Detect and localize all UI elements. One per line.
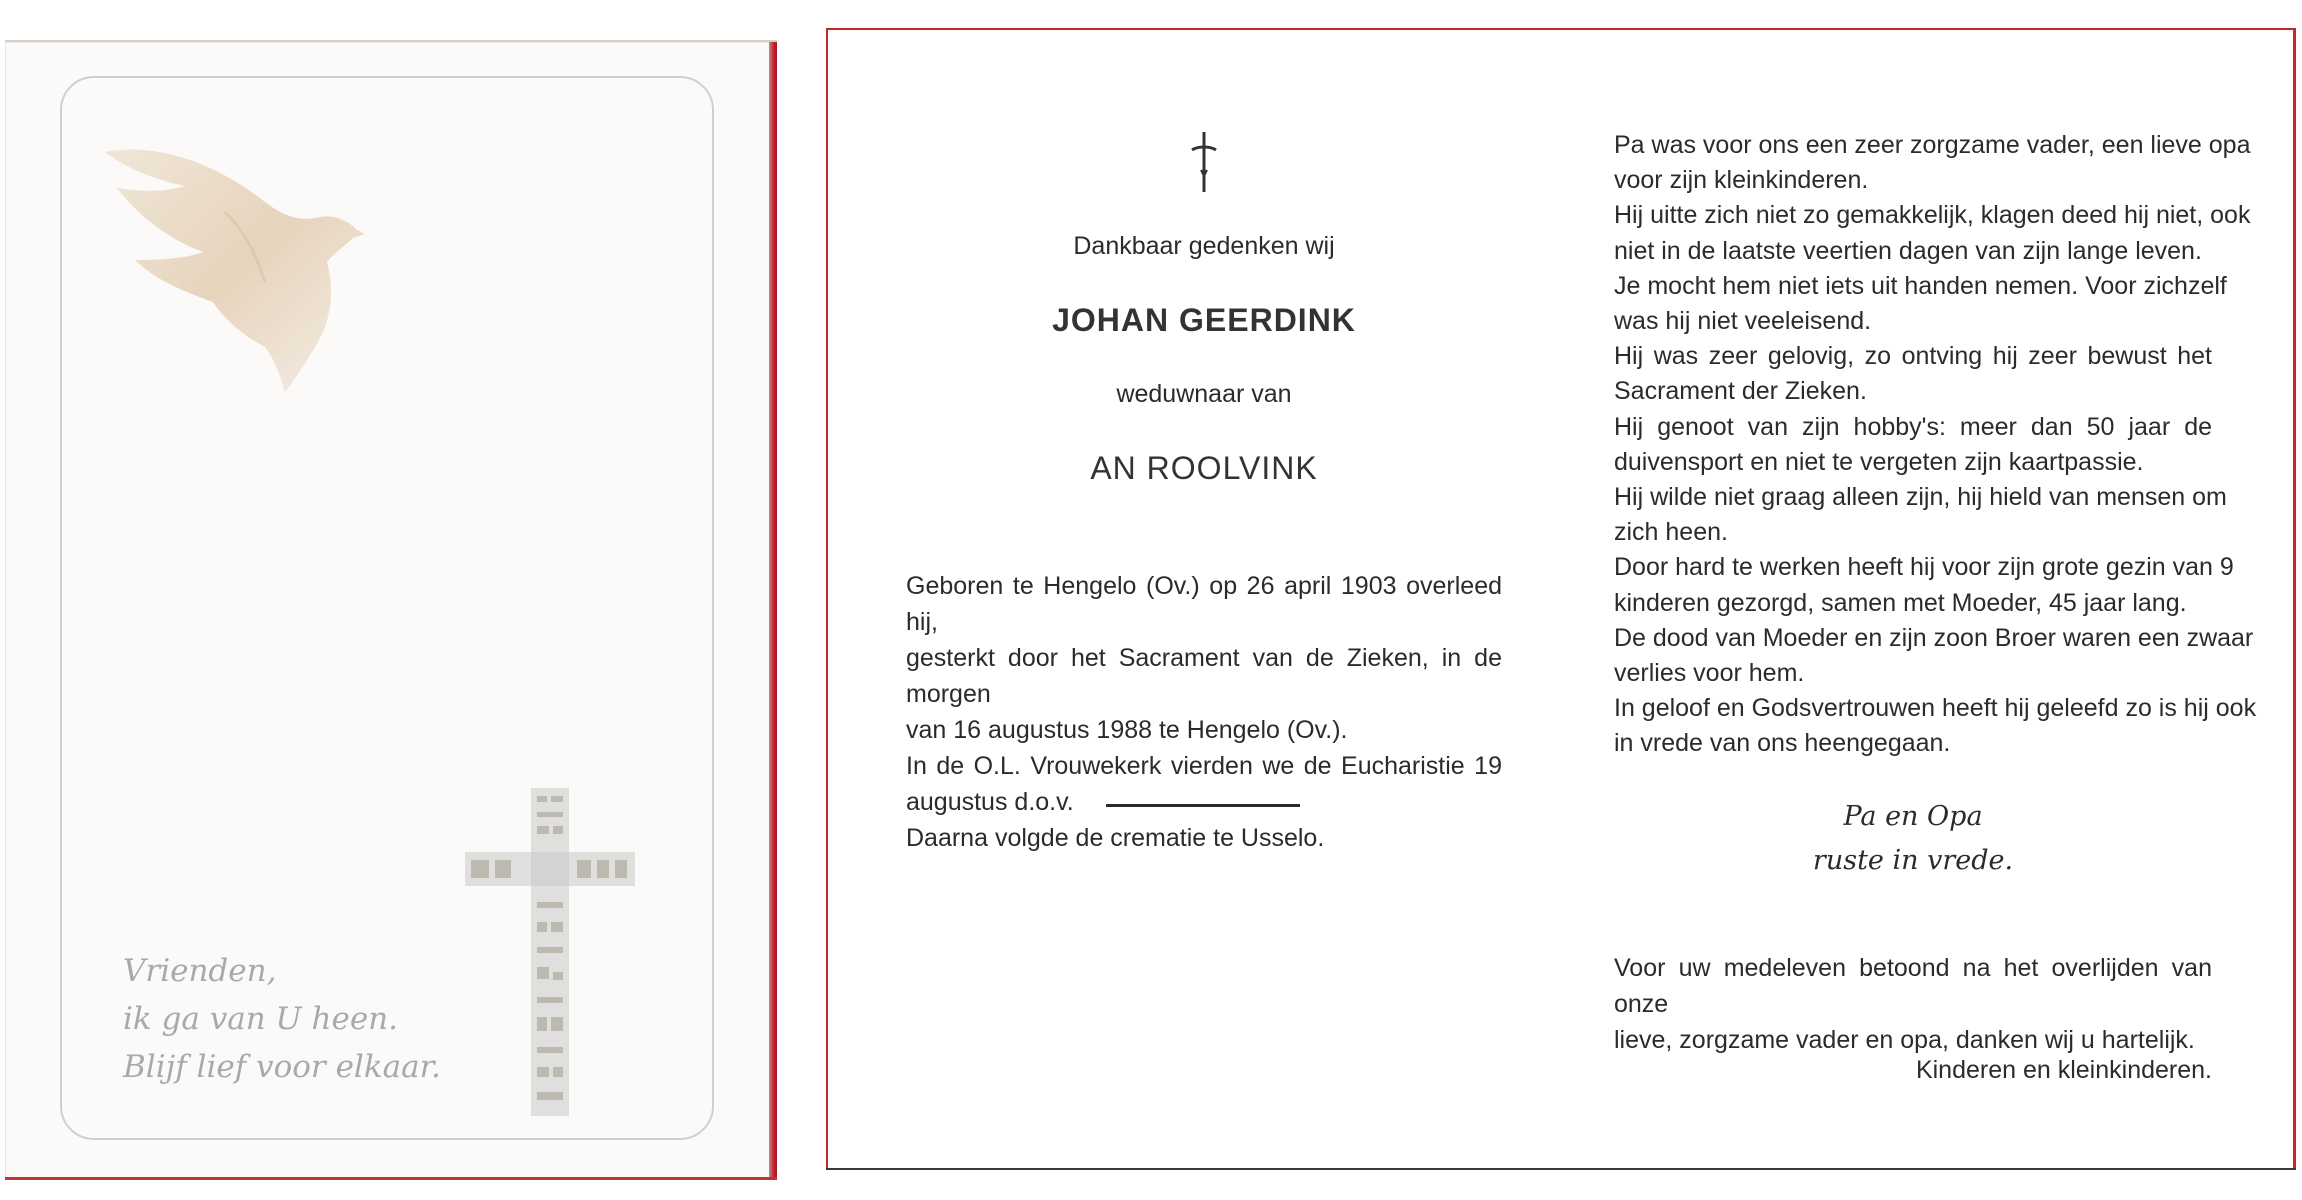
tribute-line: Door hard te werken heeft hij voor zijn grote gezin van 9: [1614, 553, 2234, 582]
tribute-line: voor zijn kleinkinderen.: [1614, 166, 1869, 195]
tribute-line: Hij was zeer gelovig, zo ontving hij zeer bewust het: [1614, 342, 2212, 371]
divider: [1106, 804, 1300, 807]
tribute-line: De dood van Moeder en zijn zoon Broer waren een zwaar: [1614, 623, 2254, 652]
verse-line: Vrienden,: [123, 953, 277, 989]
front-card: [5, 40, 777, 1180]
bio-line: Geboren te Hengelo (Ov.) op 26 april 1903 overleed hij,: [906, 572, 1502, 636]
tribute-line: Hij wilde niet graag alleen zijn, hij hield van mensen om: [1614, 483, 2227, 512]
tribute-line: zich heen.: [1614, 518, 1728, 547]
closing-line: ruste in vrede.: [1812, 845, 2014, 876]
card-right-edge: [2293, 28, 2296, 1170]
bio-line: In de O.L. Vrouwekerk vierden we de Eucharistie 19: [906, 752, 1502, 780]
dove-icon: [95, 142, 375, 402]
tribute-line: was hij niet veeleisend.: [1614, 307, 1872, 336]
biography: [906, 568, 1502, 856]
tribute-text: [1614, 128, 2257, 762]
card-left-edge: [826, 28, 828, 1170]
verse-line: ik ga van U heen.: [123, 1001, 399, 1037]
tribute-line: niet in de laatste veertien dagen van zijn lange leven.: [1614, 236, 2202, 265]
bio-line: van 16 augustus 1988 te Hengelo (Ov.).: [906, 716, 1348, 744]
bio-line: gesterkt door het Sacrament van de Zieken, in de morgen: [906, 644, 1502, 708]
card-red-bottom-edge: [5, 1177, 777, 1180]
spouse-name: AN ROOLVINK: [1090, 450, 1318, 486]
closing-verse: [1614, 795, 2212, 883]
widower-label: weduwnaar van: [1116, 380, 1292, 408]
tribute-line: In geloof en Godsvertrouwen heeft hij geleefd zo is hij ook: [1614, 694, 2257, 723]
thanks-line: lieve, zorgzame vader en opa, danken wij u hartelijk.: [1614, 1026, 2195, 1054]
verse-line: Blijf lief voor elkaar.: [123, 1049, 441, 1085]
thanks-line: Voor uw medeleven betoond na het overlijden van onze: [1614, 954, 2212, 1018]
card-top-edge: [826, 28, 2296, 30]
tribute-line: Je mocht hem niet iets uit handen nemen. Voor zichzelf: [1614, 271, 2227, 300]
bio-line: Daarna volgde de crematie te Usselo.: [906, 824, 1325, 852]
tribute-line: Pa was voor ons een zeer zorgzame vader, een lieve opa: [1614, 131, 2251, 159]
card-bottom-edge: [826, 1168, 2296, 1170]
signoff: Kinderen en kleinkinderen.: [1915, 1056, 2212, 1084]
tribute-line: kinderen gezorgd, samen met Moeder, 45 jaar lang.: [1614, 588, 2187, 617]
tribute-line: Hij uitte zich niet zo gemakkelijk, klagen deed hij niet, ook: [1614, 201, 2251, 230]
tribute-line: Hij genoot van zijn hobby's: meer dan 50 jaar de: [1614, 412, 2212, 441]
tribute-line: in vrede van ons heengegaan.: [1614, 729, 1951, 758]
bio-line: augustus d.o.v.: [906, 788, 1074, 816]
intro-text: Dankbaar gedenken wij: [1073, 232, 1335, 260]
front-verse: [123, 947, 483, 1091]
tribute-line: duivensport en niet te vergeten zijn kaartpassie.: [1614, 447, 2144, 476]
memorial-heading: [906, 130, 1502, 486]
thanks-text: [1614, 950, 2212, 1058]
cross-icon: [1186, 130, 1222, 194]
deceased-name: JOHAN GEERDINK: [1052, 302, 1356, 338]
foil-cross-icon: [465, 782, 635, 1122]
card-red-edge: [769, 42, 777, 1180]
closing-line: Pa en Opa: [1843, 801, 1983, 832]
tribute-line: Sacrament der Zieken.: [1614, 377, 1867, 406]
tribute-line: verlies voor hem.: [1614, 659, 1805, 688]
